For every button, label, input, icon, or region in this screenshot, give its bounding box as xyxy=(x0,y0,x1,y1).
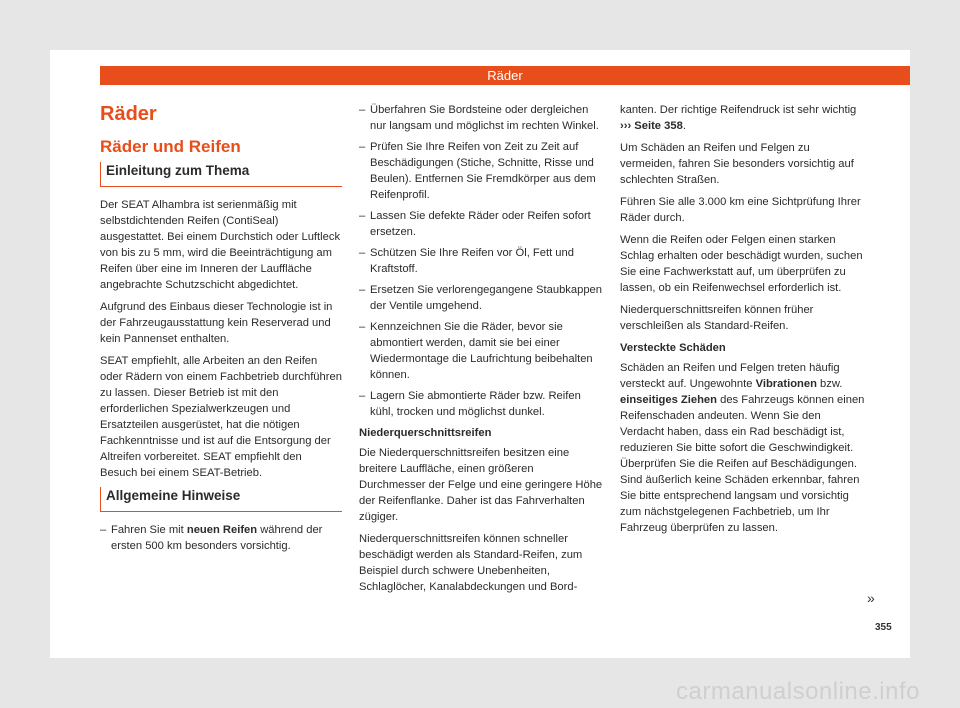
emphasis: einseitiges Ziehen xyxy=(620,394,717,406)
list-item: – Prüfen Sie Ihre Reifen von Zeit zu Zeit auf Beschädigungen (Stiche, Schnitte, Risse und Beulen). Entfernen Sie Fremdkörper aus dem Reifenprofil. xyxy=(359,139,603,203)
section-heading-general xyxy=(100,487,342,512)
page xyxy=(50,50,910,658)
hint-list xyxy=(100,522,342,554)
section-heading-intro xyxy=(100,162,342,187)
column-2 xyxy=(359,102,603,601)
chapter-header: Räder xyxy=(100,66,910,85)
list-item xyxy=(100,522,342,554)
column-1 xyxy=(100,102,342,559)
list-item: – Kennzeichnen Sie die Räder, bevor sie abmontiert werden, damit sie bei einer Wiedermontage die Laufrichtung beibehalten können. xyxy=(359,319,603,383)
paragraph: Der SEAT Alhambra ist serienmäßig mit selbstdichtenden Reifen (ContiSeal) ausgestattet. Bei einem Durchstich oder Luftleck von bis zu 5 mm, wird die Beeinträchtigung am Reifen über eine im Inneren der Lauffläche angebrachte Schutzschicht abgedichtet. xyxy=(100,199,341,291)
list-item-emphasis: neuen Reifen xyxy=(186,524,258,536)
paragraph-text: bzw. xyxy=(816,378,843,390)
list-item-text: während der ersten 500 km besonders vorsichtig. xyxy=(111,524,323,552)
hint-list-continued xyxy=(359,102,603,420)
paragraph-text: . xyxy=(682,120,686,132)
paragraph-text: Schäden an Reifen und Felgen treten häufig versteckt auf. Ungewohnte xyxy=(620,362,840,390)
continue-icon: » xyxy=(867,590,875,606)
watermark: carmanualsonline.info xyxy=(676,678,920,705)
page-title: Räder xyxy=(100,103,157,125)
paragraph: Wenn die Reifen oder Felgen einen starken Schlag erhalten oder beschädigt wurden, suchen Sie eine Fachwerkstatt auf, um überprüfen zu lassen, ob ein Reifenwechsel erforderlich ist. xyxy=(620,234,863,294)
page-reference-link[interactable]: ››› Seite 358 xyxy=(620,120,683,132)
list-item: – Lagern Sie abmontierte Räder bzw. Reifen kühl, trocken und möglichst dunkel. xyxy=(359,388,603,420)
section-heading-intro-text: Einleitung zum Thema xyxy=(106,163,250,178)
list-item: – Schützen Sie Ihre Reifen vor Öl, Fett und Kraftstoff. xyxy=(359,245,603,277)
emphasis: Vibrationen xyxy=(755,378,817,390)
list-item: – Ersetzen Sie verlorengegangene Staubkappen der Ventile umgehend. xyxy=(359,282,603,314)
paragraph: Führen Sie alle 3.000 km eine Sichtprüfung Ihrer Räder durch. xyxy=(620,196,861,224)
paragraph: Um Schäden an Reifen und Felgen zu vermeiden, fahren Sie besonders vorsichtig auf schlechten Straßen. xyxy=(620,142,854,186)
paragraph xyxy=(620,360,865,536)
section-heading-general-text: Allgemeine Hinweise xyxy=(106,488,241,503)
subtitle: Räder und Reifen xyxy=(100,137,241,156)
paragraph: Niederquerschnittsreifen können früher verschleißen als Standard-Reifen. xyxy=(620,304,814,332)
paragraph: Niederquerschnittsreifen können schneller beschädigt werden als Standard-Reifen, zum Beispiel durch schwere Unebenheiten, Schlaglöcher, Kanalabdeckungen und Bord- xyxy=(359,533,583,593)
list-item: – Lassen Sie defekte Räder oder Reifen sofort ersetzen. xyxy=(359,208,603,240)
paragraph-text: des Fahrzeugs können einen Reifenschaden andeuten. Wenn Sie den Verdacht haben, dass ein Rad beschädigt ist, reduzieren Sie bitte sofort die Geschwindigkeit. Überprüfen Sie die Reifen auf Beschädigungen. Sind äußerlich keine Schäden erkennbar, fahren Sie bitte entsprechend langsam und vorsichtig zum nächstgelegenen Fachbetrieb, um Ihr Fahrzeug überprüfen zu lassen. xyxy=(620,394,865,534)
page-number: 355 xyxy=(875,622,892,633)
list-item: – Überfahren Sie Bordsteine oder dergleichen nur langsam und möglichst im rechten Winkel. xyxy=(359,102,603,134)
paragraph: Aufgrund des Einbaus dieser Technologie ist in der Fahrzeugausstattung kein Reserverad und kein Pannenset enthalten. xyxy=(100,301,333,345)
list-item-text: Fahren Sie mit xyxy=(111,524,187,536)
paragraph-text: kanten. Der richtige Reifendruck ist sehr wichtig xyxy=(620,104,857,116)
column-3 xyxy=(620,102,865,542)
subheading-hidden-damage: Versteckte Schäden xyxy=(620,342,726,354)
paragraph: SEAT empfiehlt, alle Arbeiten an den Reifen oder Rädern von einem Fachbetrieb durchführen zu lassen. Dieser Betrieb ist mit den erforderlichen Spezialwerkzeugen und Ersatzteilen ausgerüstet, hat die nötigen Fachkenntnisse und ist auf die Entsorgung der Altreifen vorbereitet. SEAT empfiehlt den Besuch bei einem SEAT-Betrieb. xyxy=(100,355,342,479)
subheading-low-profile: Niederquerschnittsreifen xyxy=(359,427,492,439)
paragraph xyxy=(620,102,865,134)
paragraph: Die Niederquerschnittsreifen besitzen eine breitere Lauffläche, einen größeren Durchmesser der Felge und eine geringere Höhe der Reifenflanke. Daher ist das Fahrverhalten zügiger. xyxy=(359,447,603,523)
